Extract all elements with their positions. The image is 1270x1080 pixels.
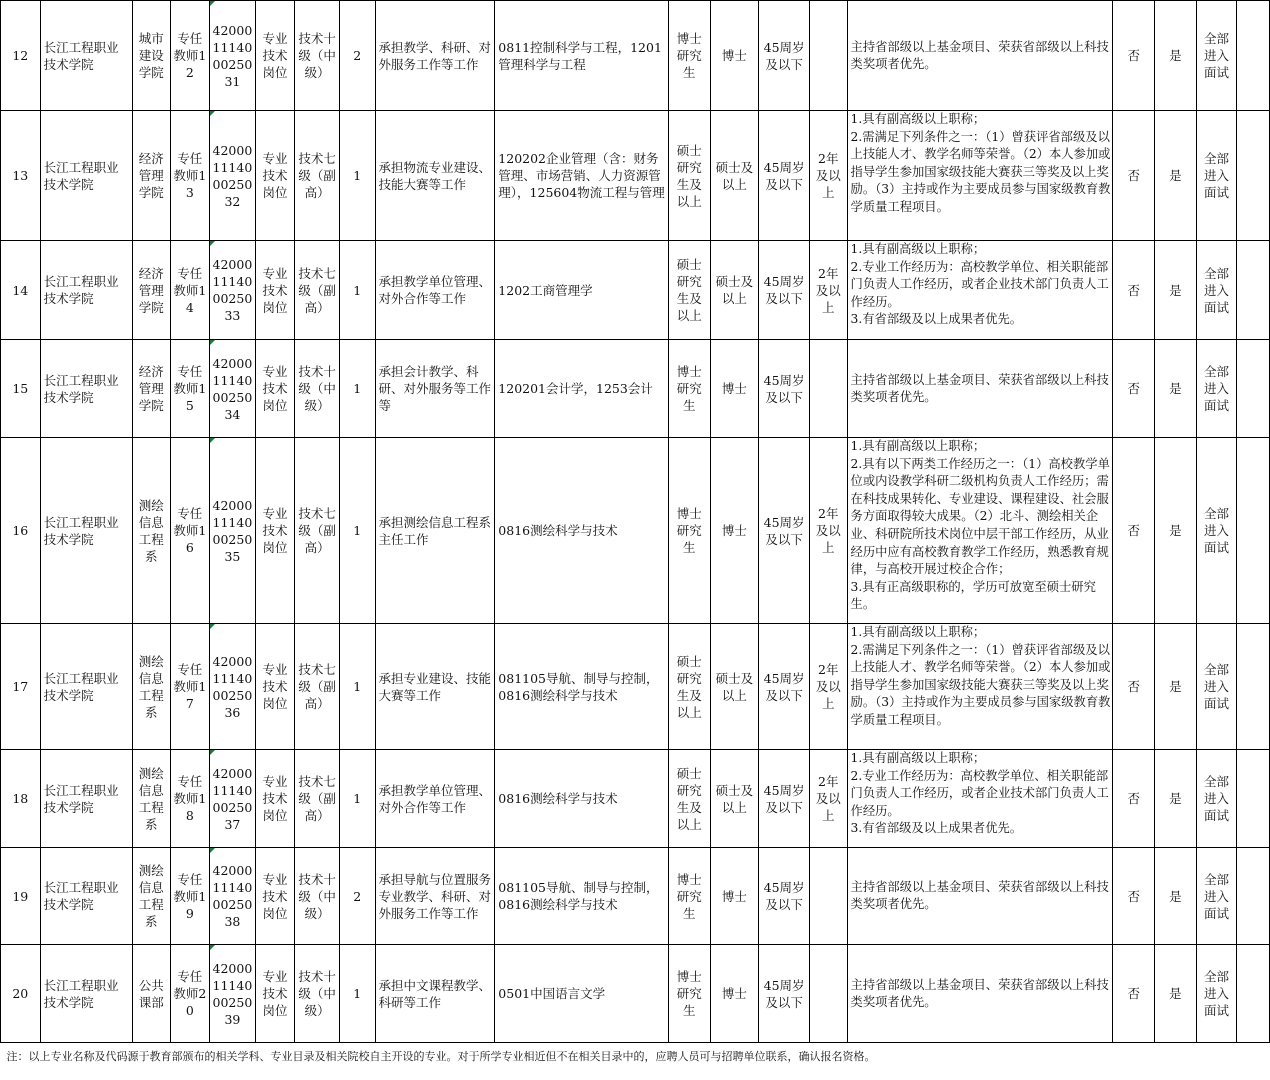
blank-cell <box>1237 438 1270 624</box>
flag-a: 否 <box>1113 111 1155 241</box>
department: 测绘信息工程系 <box>132 624 170 750</box>
interview-mode: 全部进入面试 <box>1196 848 1237 945</box>
post-type: 专业技术岗位 <box>255 848 295 945</box>
table-row <box>1 945 1270 1043</box>
blank-cell <box>1237 945 1270 1043</box>
major-requirement: 0816测绘科学与技术 <box>495 750 669 848</box>
headcount: 1 <box>339 111 375 241</box>
education-requirement: 硕士研究生及以上 <box>668 750 710 848</box>
flag-b: 是 <box>1155 624 1197 750</box>
flag-b: 是 <box>1155 848 1197 945</box>
headcount: 1 <box>339 241 375 340</box>
experience-requirement <box>809 848 847 945</box>
interview-mode: 全部进入面试 <box>1196 624 1237 750</box>
unit-name: 长江工程职业技术学院 <box>40 624 132 750</box>
age-requirement: 45周岁及以下 <box>759 1 810 111</box>
post-level: 技术十级（中级） <box>295 1 340 111</box>
experience-requirement: 2年及以上 <box>809 438 847 624</box>
unit-name: 长江工程职业技术学院 <box>40 750 132 848</box>
other-requirements: 1.具有副高级以上职称； 2.专业工作经历为：高校教学单位、相关职能部门负责人工作经历，或者企业技术部门负责人工作经历。 3.有省部级及以上成果者优先。 <box>847 750 1113 848</box>
degree-requirement: 硕士及以上 <box>710 111 759 241</box>
interview-mode: 全部进入面试 <box>1196 1 1237 111</box>
education-requirement: 硕士研究生及以上 <box>668 111 710 241</box>
post-name: 专任教师18 <box>170 750 210 848</box>
education-requirement: 硕士研究生及以上 <box>668 241 710 340</box>
headcount: 1 <box>339 438 375 624</box>
flag-a: 否 <box>1113 750 1155 848</box>
post-name: 专任教师19 <box>170 848 210 945</box>
blank-cell <box>1237 624 1270 750</box>
degree-requirement: 硕士及以上 <box>710 624 759 750</box>
major-requirement: 081105导航、制导与控制，0816测绘科学与技术 <box>495 624 669 750</box>
education-requirement: 博士研究生 <box>668 945 710 1043</box>
age-requirement: 45周岁及以下 <box>759 624 810 750</box>
education-requirement: 博士研究生 <box>668 340 710 438</box>
flag-b: 是 <box>1155 750 1197 848</box>
education-requirement: 博士研究生 <box>668 438 710 624</box>
duty-description: 承担物流专业建设、技能大赛等工作 <box>375 111 495 241</box>
education-requirement: 博士研究生 <box>668 1 710 111</box>
other-requirements: 主持省部级以上基金项目、荣获省部级以上科技类奖项者优先。 <box>847 340 1113 438</box>
post-level: 技术七级（副高） <box>295 111 340 241</box>
interview-mode: 全部进入面试 <box>1196 750 1237 848</box>
unit-name: 长江工程职业技术学院 <box>40 848 132 945</box>
flag-b: 是 <box>1155 241 1197 340</box>
duty-description: 承担教学、科研、对外服务工作等工作 <box>375 1 495 111</box>
row-number: 14 <box>1 241 41 340</box>
post-level: 技术七级（副高） <box>295 624 340 750</box>
table-row <box>1 340 1270 438</box>
other-requirements: 1.具有副高级以上职称； 2.具有以下两类工作经历之一：（1）高校教学单位或内设教学科研二级机构负责人工作经历；需在科技成果转化、专业建设、课程建设、社会服务方面取得较大成果。（2）北斗、测绘相关企业、科研院所技术岗位中层干部工作经历，从业经历中应有高校教育教学工作经历，熟悉教育规律，与高校开展过校企合作； 3.具有正高级职称的，学历可放宽至硕士研究生。 <box>847 438 1113 624</box>
blank-cell <box>1237 848 1270 945</box>
post-level: 技术十级（中级） <box>295 340 340 438</box>
post-code: 4200011140 0025039 <box>210 945 256 1043</box>
unit-name: 长江工程职业技术学院 <box>40 438 132 624</box>
table-row <box>1 241 1270 340</box>
experience-requirement: 2年及以上 <box>809 624 847 750</box>
interview-mode: 全部进入面试 <box>1196 945 1237 1043</box>
experience-requirement: 2年及以上 <box>809 750 847 848</box>
other-requirements: 主持省部级以上基金项目、荣获省部级以上科技类奖项者优先。 <box>847 848 1113 945</box>
post-type: 专业技术岗位 <box>255 624 295 750</box>
age-requirement: 45周岁及以下 <box>759 241 810 340</box>
table-row <box>1 1 1270 111</box>
table-row <box>1 438 1270 624</box>
headcount: 2 <box>339 1 375 111</box>
post-code: 4200011140 0025032 <box>210 111 256 241</box>
footnote: 注：以上专业名称及代码源于教育部颁布的相关学科、专业目录及相关院校自主开设的专业。对于所学专业相近但不在相关目录中的，应聘人员可与招聘单位联系，确认报名资格。 <box>6 1050 876 1063</box>
post-code: 4200011140 0025031 <box>210 1 256 111</box>
row-number: 16 <box>1 438 41 624</box>
other-requirements: 1.具有副高级以上职称； 2.需满足下列条件之一：（1）曾获评省部级及以上技能人才、教学名师等荣誉。（2）本人参加或指导学生参加国家级技能大赛获三等奖及以上奖励。（3）主持或作为主要成员参与国家级教育教学质量工程项目。 <box>847 624 1113 750</box>
post-type: 专业技术岗位 <box>255 241 295 340</box>
age-requirement: 45周岁及以下 <box>759 750 810 848</box>
major-requirement: 0811控制科学与工程，1201管理科学与工程 <box>495 1 669 111</box>
major-requirement: 120201会计学，1253会计 <box>495 340 669 438</box>
interview-mode: 全部进入面试 <box>1196 340 1237 438</box>
flag-b: 是 <box>1155 1 1197 111</box>
row-number: 20 <box>1 945 41 1043</box>
other-requirements: 主持省部级以上基金项目、荣获省部级以上科技类奖项者优先。 <box>847 1 1113 111</box>
table-row <box>1 848 1270 945</box>
blank-cell <box>1237 750 1270 848</box>
interview-mode: 全部进入面试 <box>1196 241 1237 340</box>
age-requirement: 45周岁及以下 <box>759 848 810 945</box>
experience-requirement: 2年及以上 <box>809 111 847 241</box>
post-type: 专业技术岗位 <box>255 945 295 1043</box>
education-requirement: 博士研究生 <box>668 848 710 945</box>
headcount: 1 <box>339 624 375 750</box>
department: 经济管理学院 <box>132 241 170 340</box>
post-type: 专业技术岗位 <box>255 340 295 438</box>
duty-description: 承担导航与位置服务专业教学、科研、对外服务工作等工作 <box>375 848 495 945</box>
age-requirement: 45周岁及以下 <box>759 111 810 241</box>
blank-cell <box>1237 1 1270 111</box>
department: 测绘信息工程系 <box>132 438 170 624</box>
department: 经济管理学院 <box>132 111 170 241</box>
post-code: 4200011140 0025033 <box>210 241 256 340</box>
degree-requirement: 博士 <box>710 438 759 624</box>
flag-a: 否 <box>1113 438 1155 624</box>
row-number: 13 <box>1 111 41 241</box>
interview-mode: 全部进入面试 <box>1196 438 1237 624</box>
blank-cell <box>1237 111 1270 241</box>
experience-requirement <box>809 945 847 1043</box>
flag-a: 否 <box>1113 241 1155 340</box>
degree-requirement: 博士 <box>710 945 759 1043</box>
duty-description: 承担教学单位管理、对外合作等工作 <box>375 750 495 848</box>
flag-a: 否 <box>1113 1 1155 111</box>
post-code: 4200011140 0025037 <box>210 750 256 848</box>
table-row <box>1 750 1270 848</box>
department: 城市建设学院 <box>132 1 170 111</box>
department: 测绘信息工程系 <box>132 848 170 945</box>
post-type: 专业技术岗位 <box>255 750 295 848</box>
post-name: 专任教师17 <box>170 624 210 750</box>
post-name: 专任教师16 <box>170 438 210 624</box>
post-level: 技术七级（副高） <box>295 438 340 624</box>
major-requirement: 081105导航、制导与控制，0816测绘科学与技术 <box>495 848 669 945</box>
flag-a: 否 <box>1113 848 1155 945</box>
flag-a: 否 <box>1113 945 1155 1043</box>
headcount: 1 <box>339 340 375 438</box>
interview-mode: 全部进入面试 <box>1196 111 1237 241</box>
duty-description: 承担教学单位管理、对外合作等工作 <box>375 241 495 340</box>
post-name: 专任教师12 <box>170 1 210 111</box>
duty-description: 承担会计教学、科研、对外服务等工作等 <box>375 340 495 438</box>
other-requirements: 1.具有副高级以上职称； 2.专业工作经历为：高校教学单位、相关职能部门负责人工作经历，或者企业技术部门负责人工作经历。 3.有省部级及以上成果者优先。 <box>847 241 1113 340</box>
degree-requirement: 硕士及以上 <box>710 750 759 848</box>
post-name: 专任教师13 <box>170 111 210 241</box>
row-number: 18 <box>1 750 41 848</box>
unit-name: 长江工程职业技术学院 <box>40 945 132 1043</box>
headcount: 1 <box>339 750 375 848</box>
department: 测绘信息工程系 <box>132 750 170 848</box>
education-requirement: 硕士研究生及以上 <box>668 624 710 750</box>
major-requirement: 1202工商管理学 <box>495 241 669 340</box>
post-code: 4200011140 0025034 <box>210 340 256 438</box>
post-level: 技术十级（中级） <box>295 945 340 1043</box>
duty-description: 承担中文课程教学、科研等工作 <box>375 945 495 1043</box>
post-type: 专业技术岗位 <box>255 111 295 241</box>
degree-requirement: 博士 <box>710 340 759 438</box>
department: 经济管理学院 <box>132 340 170 438</box>
flag-b: 是 <box>1155 111 1197 241</box>
post-code: 4200011140 0025035 <box>210 438 256 624</box>
experience-requirement: 2年及以上 <box>809 241 847 340</box>
blank-cell <box>1237 340 1270 438</box>
table-body <box>1 1 1270 1043</box>
headcount: 1 <box>339 945 375 1043</box>
row-number: 12 <box>1 1 41 111</box>
row-number: 15 <box>1 340 41 438</box>
flag-b: 是 <box>1155 945 1197 1043</box>
degree-requirement: 博士 <box>710 848 759 945</box>
experience-requirement <box>809 1 847 111</box>
other-requirements: 主持省部级以上基金项目、荣获省部级以上科技类奖项者优先。 <box>847 945 1113 1043</box>
duty-description: 承担测绘信息工程系主任工作 <box>375 438 495 624</box>
post-code: 4200011140 0025036 <box>210 624 256 750</box>
post-level: 技术七级（副高） <box>295 750 340 848</box>
experience-requirement <box>809 340 847 438</box>
post-type: 专业技术岗位 <box>255 438 295 624</box>
post-name: 专任教师20 <box>170 945 210 1043</box>
post-name: 专任教师15 <box>170 340 210 438</box>
flag-a: 否 <box>1113 624 1155 750</box>
post-level: 技术十级（中级） <box>295 848 340 945</box>
post-name: 专任教师14 <box>170 241 210 340</box>
post-level: 技术七级（副高） <box>295 241 340 340</box>
degree-requirement: 博士 <box>710 1 759 111</box>
other-requirements: 1.具有副高级以上职称； 2.需满足下列条件之一：（1）曾获评省部级及以上技能人才、教学名师等荣誉。（2）本人参加或指导学生参加国家级技能大赛获三等奖及以上奖励。（3）主持或作为主要成员参与国家级教育教学质量工程项目。 <box>847 111 1113 241</box>
degree-requirement: 硕士及以上 <box>710 241 759 340</box>
department: 公共课部 <box>132 945 170 1043</box>
age-requirement: 45周岁及以下 <box>759 945 810 1043</box>
flag-a: 否 <box>1113 340 1155 438</box>
duty-description: 承担专业建设、技能大赛等工作 <box>375 624 495 750</box>
headcount: 2 <box>339 848 375 945</box>
flag-b: 是 <box>1155 438 1197 624</box>
unit-name: 长江工程职业技术学院 <box>40 1 132 111</box>
table-row <box>1 111 1270 241</box>
table-row <box>1 624 1270 750</box>
unit-name: 长江工程职业技术学院 <box>40 241 132 340</box>
age-requirement: 45周岁及以下 <box>759 340 810 438</box>
major-requirement: 0501中国语言文学 <box>495 945 669 1043</box>
major-requirement: 120202企业管理（含：财务管理、市场营销、人力资源管理），125604物流工程与管理 <box>495 111 669 241</box>
post-type: 专业技术岗位 <box>255 1 295 111</box>
flag-b: 是 <box>1155 340 1197 438</box>
footnote-row <box>1 1043 1270 1071</box>
row-number: 17 <box>1 624 41 750</box>
major-requirement: 0816测绘科学与技术 <box>495 438 669 624</box>
age-requirement: 45周岁及以下 <box>759 438 810 624</box>
unit-name: 长江工程职业技术学院 <box>40 111 132 241</box>
unit-name: 长江工程职业技术学院 <box>40 340 132 438</box>
post-code: 4200011140 0025038 <box>210 848 256 945</box>
blank-cell <box>1237 241 1270 340</box>
row-number: 19 <box>1 848 41 945</box>
